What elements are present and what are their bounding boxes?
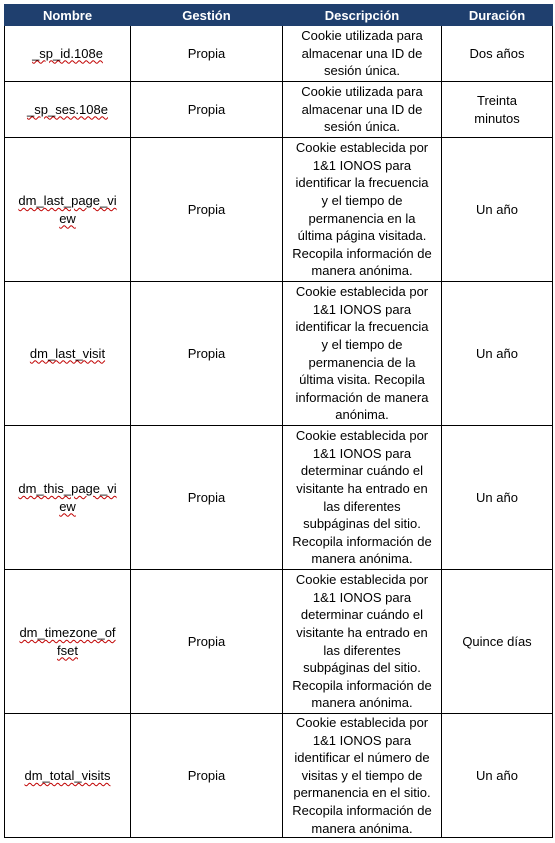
header-nombre: Nombre [5, 5, 131, 26]
descripcion-cell-text: Cookie establecida por 1&1 IONOS para determinar cuándo el visitante ha entrado en las diferentes subpáginas del sitio. Recopila información de manera anónima. [292, 572, 432, 711]
cookie-name-cell-text: dm_last_visit [29, 345, 106, 361]
descripcion-cell-text: Cookie establecida por 1&1 IONOS para identificar la frecuencia y el tiempo de permanencia en la última página visitada. Recopila información de manera anónima. [292, 140, 432, 279]
descripcion-cell-text: Cookie utilizada para almacenar una ID de sesión única. [301, 28, 423, 79]
table-row [5, 426, 553, 570]
cookie-name-cell-text: _sp_ses.108e [27, 101, 108, 117]
cookie-name-cell-text: dm_total_visits [24, 767, 111, 783]
descripcion-cell [283, 26, 442, 82]
duracion-cell [442, 26, 553, 82]
duracion-cell [442, 82, 553, 138]
cookie-table [4, 4, 553, 838]
gestion-cell-text: Propia [187, 345, 226, 361]
descripcion-cell [283, 82, 442, 138]
duracion-cell-text: Un año [476, 489, 518, 505]
duracion-cell-text: Dos años [469, 45, 525, 61]
descripcion-cell [283, 570, 442, 714]
gestion-cell-text: Propia [187, 45, 226, 61]
cookie-name-cell [5, 82, 131, 138]
gestion-cell [131, 426, 283, 570]
descripcion-cell [283, 138, 442, 282]
gestion-cell [131, 138, 283, 282]
table-row [5, 714, 553, 838]
duracion-cell [442, 714, 553, 838]
gestion-cell-text: Propia [187, 489, 226, 505]
gestion-cell [131, 26, 283, 82]
gestion-cell [131, 570, 283, 714]
table-row [5, 138, 553, 282]
duracion-cell-text: Quince días [462, 633, 532, 649]
duracion-cell-text: Un año [476, 201, 518, 217]
gestion-cell [131, 714, 283, 838]
cookie-name-cell [5, 426, 131, 570]
descripcion-cell-text: Cookie establecida por 1&1 IONOS para determinar cuándo el visitante ha entrado en las diferentes subpáginas del sitio. Recopila información de manera anónima. [292, 428, 432, 567]
gestion-cell-text: Propia [187, 201, 226, 217]
descripcion-cell-text: Cookie utilizada para almacenar una ID de sesión única. [301, 84, 423, 135]
gestion-cell [131, 282, 283, 426]
table-row [5, 570, 553, 714]
gestion-cell-text: Propia [187, 633, 226, 649]
table-row [5, 26, 553, 82]
cookie-name-cell [5, 26, 131, 82]
duracion-cell-text: Un año [476, 345, 518, 361]
header-descripcion: Descripción [283, 5, 442, 26]
descripcion-cell-text: Cookie establecida por 1&1 IONOS para identificar el número de visitas y el tiempo de permanencia en el sitio. Recopila información de manera anónima. [292, 715, 432, 836]
table-row [5, 82, 553, 138]
cookie-name-cell-text: dm_last_page_vi ew [18, 192, 117, 226]
descripcion-cell-text: Cookie establecida por 1&1 IONOS para identificar la frecuencia y el tiempo de permanencia de la última visita. Recopila información de manera anónima. [295, 284, 429, 423]
descripcion-cell [283, 714, 442, 838]
descripcion-cell [283, 282, 442, 426]
cookie-name-cell [5, 570, 131, 714]
header-row [5, 5, 553, 26]
header-duracion: Duración [442, 5, 553, 26]
gestion-cell-text: Propia [187, 767, 226, 783]
gestion-cell-text: Propia [187, 101, 226, 117]
cookie-name-cell-text: _sp_id.108e [32, 45, 103, 61]
duracion-cell [442, 426, 553, 570]
table-row [5, 282, 553, 426]
cookie-name-cell-text: dm_timezone_of fset [19, 624, 116, 658]
duracion-cell [442, 570, 553, 714]
descripcion-cell [283, 426, 442, 570]
gestion-cell [131, 82, 283, 138]
cookie-name-cell [5, 282, 131, 426]
duracion-cell [442, 138, 553, 282]
duracion-cell [442, 282, 553, 426]
cookie-name-cell [5, 714, 131, 838]
header-gestion: Gestión [131, 5, 283, 26]
cookie-name-cell [5, 138, 131, 282]
cookie-name-cell-text: dm_this_page_vi ew [18, 480, 117, 514]
duracion-cell-text: Un año [476, 767, 518, 783]
duracion-cell-text: Treinta minutos [474, 92, 520, 126]
